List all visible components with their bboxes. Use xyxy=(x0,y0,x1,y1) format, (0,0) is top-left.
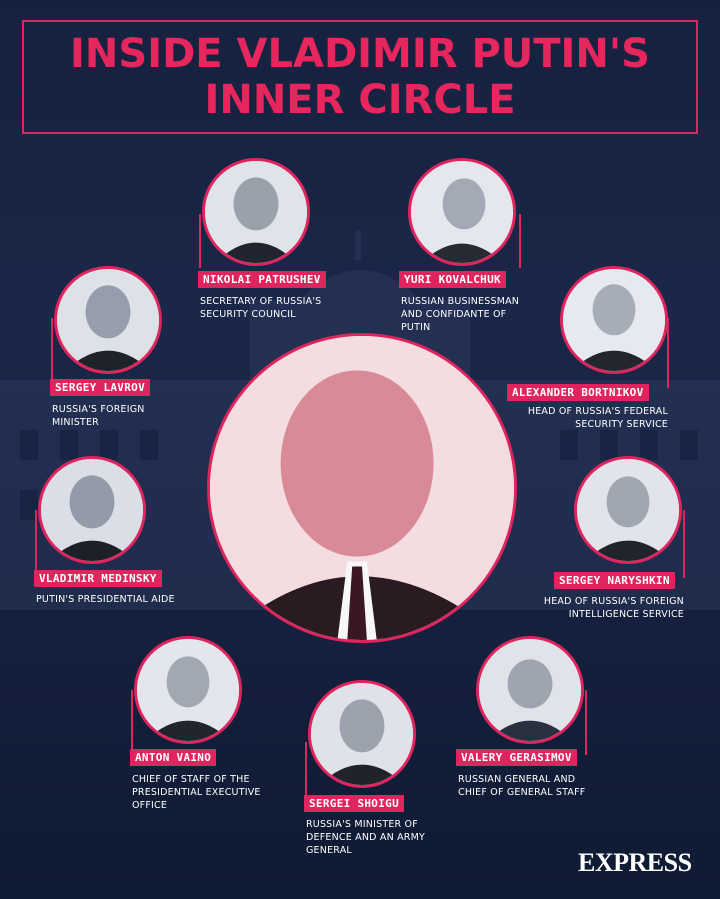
name-tag-lavrov: SERGEY LAVROV xyxy=(50,379,150,396)
portrait-lavrov xyxy=(54,266,162,374)
person-photo-icon xyxy=(57,269,159,371)
role-line: AND CONFIDANTE OF xyxy=(401,309,507,320)
role-kovalchuk xyxy=(401,295,519,334)
role-naryshkin xyxy=(510,595,684,621)
role-bortnikov xyxy=(498,405,668,431)
role-line: SECRETARY OF RUSSIA'S xyxy=(200,296,322,307)
name-tag-bortnikov: ALEXANDER BORTNIKOV xyxy=(507,384,649,401)
role-line: PUTIN xyxy=(401,322,431,333)
title-line-1: INSIDE VLADIMIR PUTIN'S xyxy=(70,31,650,77)
role-line: RUSSIAN GENERAL AND xyxy=(458,774,576,785)
portrait-bortnikov xyxy=(560,266,668,374)
role-patrushev xyxy=(200,295,321,321)
person-photo-icon xyxy=(210,336,514,640)
person-photo-icon xyxy=(41,459,143,561)
role-line: RUSSIA'S FOREIGN xyxy=(52,404,145,415)
person-photo-icon xyxy=(577,459,679,561)
person-photo-icon xyxy=(205,161,307,263)
role-line: INTELLIGENCE SERVICE xyxy=(568,609,684,620)
portrait-kovalchuk xyxy=(408,158,516,266)
role-lavrov xyxy=(52,403,145,429)
express-logo: EXPRESS xyxy=(578,848,692,877)
person-photo-icon xyxy=(311,683,413,785)
name-tag-shoigu: SERGEI SHOIGU xyxy=(304,795,404,812)
name-tag-kovalchuk: YURI KOVALCHUK xyxy=(399,271,506,288)
role-line: CHIEF OF STAFF OF THE xyxy=(132,774,250,785)
name-tag-patrushev: NIKOLAI PATRUSHEV xyxy=(198,271,326,288)
role-gerasimov xyxy=(458,773,585,799)
portrait-patrushev xyxy=(202,158,310,266)
role-line: HEAD OF RUSSIA'S FEDERAL xyxy=(527,406,668,417)
person-photo-icon xyxy=(137,639,239,741)
person-photo-icon xyxy=(411,161,513,263)
name-tag-medinsky: VLADIMIR MEDINSKY xyxy=(34,570,162,587)
name-tag-naryshkin: SERGEY NARYSHKIN xyxy=(554,572,675,589)
role-medinsky xyxy=(36,593,175,606)
role-line: MINISTER xyxy=(52,417,99,428)
role-shoigu xyxy=(306,818,425,857)
portrait-gerasimov xyxy=(476,636,584,744)
portrait-vaino xyxy=(134,636,242,744)
center-portrait-putin xyxy=(207,333,517,643)
role-line: DEFENCE AND AN ARMY xyxy=(306,832,426,843)
role-line: SECURITY COUNCIL xyxy=(200,309,296,320)
role-line: PUTIN'S PRESIDENTIAL AIDE xyxy=(36,594,175,605)
person-photo-icon xyxy=(479,639,581,741)
role-line: HEAD OF RUSSIA'S FOREIGN xyxy=(543,596,684,607)
name-tag-vaino: ANTON VAINO xyxy=(130,749,216,766)
portrait-naryshkin xyxy=(574,456,682,564)
portrait-shoigu xyxy=(308,680,416,788)
name-tag-gerasimov: VALERY GERASIMOV xyxy=(456,749,577,766)
role-line: SECURITY SERVICE xyxy=(575,419,668,430)
portrait-medinsky xyxy=(38,456,146,564)
person-photo-icon xyxy=(563,269,665,371)
role-line: CHIEF OF GENERAL STAFF xyxy=(458,787,586,798)
role-line: GENERAL xyxy=(306,845,352,856)
role-line: OFFICE xyxy=(132,800,168,811)
title-line-2: INNER CIRCLE xyxy=(204,77,516,123)
role-line: RUSSIA'S MINISTER OF xyxy=(306,819,418,830)
role-line: PRESIDENTIAL EXECUTIVE xyxy=(132,787,261,798)
role-vaino xyxy=(132,773,261,812)
role-line: RUSSIAN BUSINESSMAN xyxy=(401,296,520,307)
